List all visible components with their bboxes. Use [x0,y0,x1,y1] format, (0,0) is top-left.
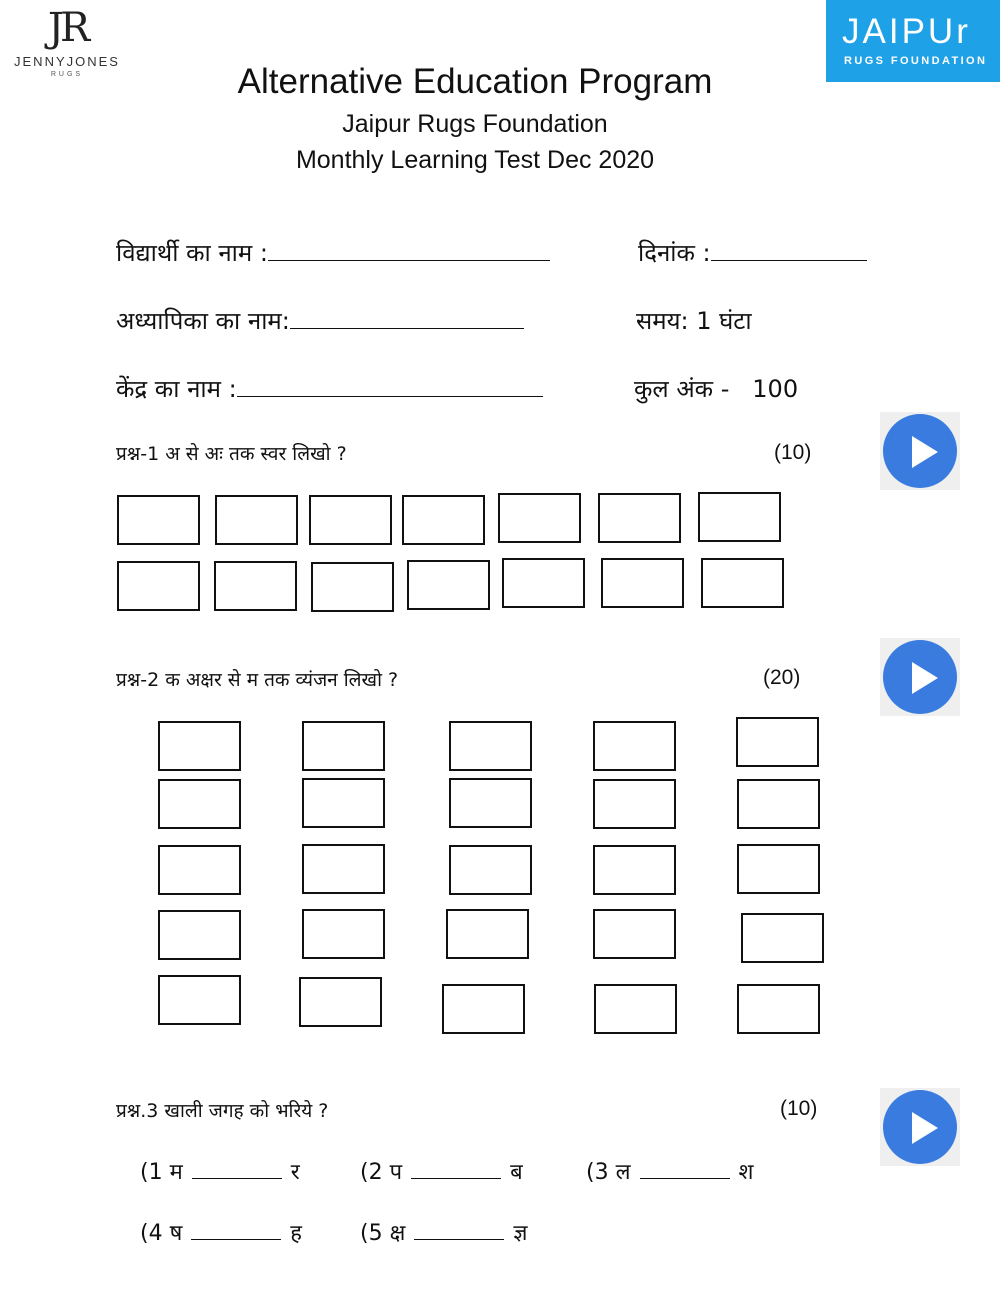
fill-blank-before: (3 ल [586,1160,631,1185]
page-title: Alternative Education Program [237,62,713,101]
jenny-jones-sub: RUGS [50,71,84,78]
fill-blank-after: र [290,1160,300,1185]
answer-box[interactable] [158,721,241,771]
answer-box[interactable] [498,493,581,543]
answer-box[interactable] [302,721,385,771]
answer-box[interactable] [299,977,382,1027]
answer-box[interactable] [737,984,820,1034]
answer-box[interactable] [698,492,781,542]
fill-blank-5 [360,1217,527,1247]
student-name-field [116,236,550,269]
fill-blank-line[interactable] [411,1160,501,1179]
fill-blank-4 [140,1217,302,1247]
date-label: दिनांक : [638,239,711,267]
fill-blank-before: (1 म [140,1160,183,1185]
answer-box[interactable] [117,495,200,545]
answer-box[interactable] [158,910,241,960]
fill-blank-after: ब [510,1160,523,1185]
answer-box[interactable] [701,558,784,608]
fill-blank-3 [586,1156,753,1186]
answer-box[interactable] [449,721,532,771]
jenny-jones-monogram: JR [47,5,87,51]
answer-box[interactable] [402,495,485,545]
page-subtitle: Jaipur Rugs Foundation [342,110,608,138]
answer-box[interactable] [214,561,297,611]
answer-box[interactable] [302,778,385,828]
answer-box[interactable] [741,913,824,963]
fill-blank-line[interactable] [192,1160,282,1179]
answer-box[interactable] [442,984,525,1034]
jaipur-logo-sub: RUGS FOUNDATION [844,55,988,67]
date-line[interactable] [711,240,867,261]
teacher-name-label: अध्यापिका का नाम: [116,307,290,335]
fill-blank-line[interactable] [640,1160,730,1179]
answer-box[interactable] [158,845,241,895]
fill-blank-before: (2 प [360,1160,403,1185]
answer-box[interactable] [601,558,684,608]
teacher-name-line[interactable] [290,308,524,329]
question-2-marks: (20) [763,666,801,689]
teacher-name-field [116,304,524,337]
fill-blank-line[interactable] [414,1221,504,1240]
answer-box[interactable] [158,779,241,829]
question-3-text: प्रश्न.3 खाली जगह को भरिये ? [116,1100,329,1122]
answer-box[interactable] [215,495,298,545]
student-name-line[interactable] [268,240,550,261]
question-1-play-button[interactable] [880,412,960,490]
test-name: Monthly Learning Test Dec 2020 [295,146,655,174]
center-name-line[interactable] [237,376,543,397]
student-name-label: विद्यार्थी का नाम : [116,239,268,267]
answer-box[interactable] [309,495,392,545]
center-name-field [116,372,543,405]
answer-box[interactable] [449,845,532,895]
answer-box[interactable] [407,560,490,610]
fill-blank-2 [360,1156,523,1186]
answer-box[interactable] [302,909,385,959]
play-icon [883,1090,957,1164]
question-2-text: प्रश्न-2 क अक्षर से म तक व्यंजन लिखो ? [116,669,399,691]
play-icon [883,414,957,488]
answer-box[interactable] [593,845,676,895]
answer-box[interactable] [502,558,585,608]
answer-box[interactable] [736,717,819,767]
question-2-play-button[interactable] [880,638,960,716]
answer-box[interactable] [302,844,385,894]
time-label: समय: 1 घंटा [636,307,752,335]
question-1-text: प्रश्न-1 अ से अः तक स्वर लिखो ? [116,443,347,465]
answer-box[interactable] [737,844,820,894]
fill-blank-after: श [738,1160,754,1185]
question-1-marks: (10) [774,441,812,464]
fill-blank-line[interactable] [191,1221,281,1240]
total-marks-label: कुल अंक - 100 [634,375,799,403]
answer-box[interactable] [594,984,677,1034]
fill-blank-after: ज्ञ [513,1221,528,1246]
fill-blank-1 [140,1156,300,1186]
answer-box[interactable] [117,561,200,611]
answer-box[interactable] [446,909,529,959]
answer-box[interactable] [449,778,532,828]
answer-box[interactable] [598,493,681,543]
answer-box[interactable] [737,779,820,829]
question-3-marks: (10) [780,1097,818,1120]
answer-box[interactable] [158,975,241,1025]
answer-box[interactable] [593,721,676,771]
fill-blank-before: (4 ष [140,1221,183,1246]
answer-box[interactable] [311,562,394,612]
answer-box[interactable] [593,909,676,959]
jenny-jones-name: JENNYJONES [14,54,120,69]
question-3-play-button[interactable] [880,1088,960,1166]
fill-blank-after: ह [290,1221,302,1246]
jaipur-logo-name: JAIPUr [842,12,971,51]
date-field [638,236,867,269]
center-name-label: केंद्र का नाम : [116,375,237,403]
fill-blank-before: (5 क्ष [360,1221,406,1246]
play-icon [883,640,957,714]
answer-box[interactable] [593,779,676,829]
